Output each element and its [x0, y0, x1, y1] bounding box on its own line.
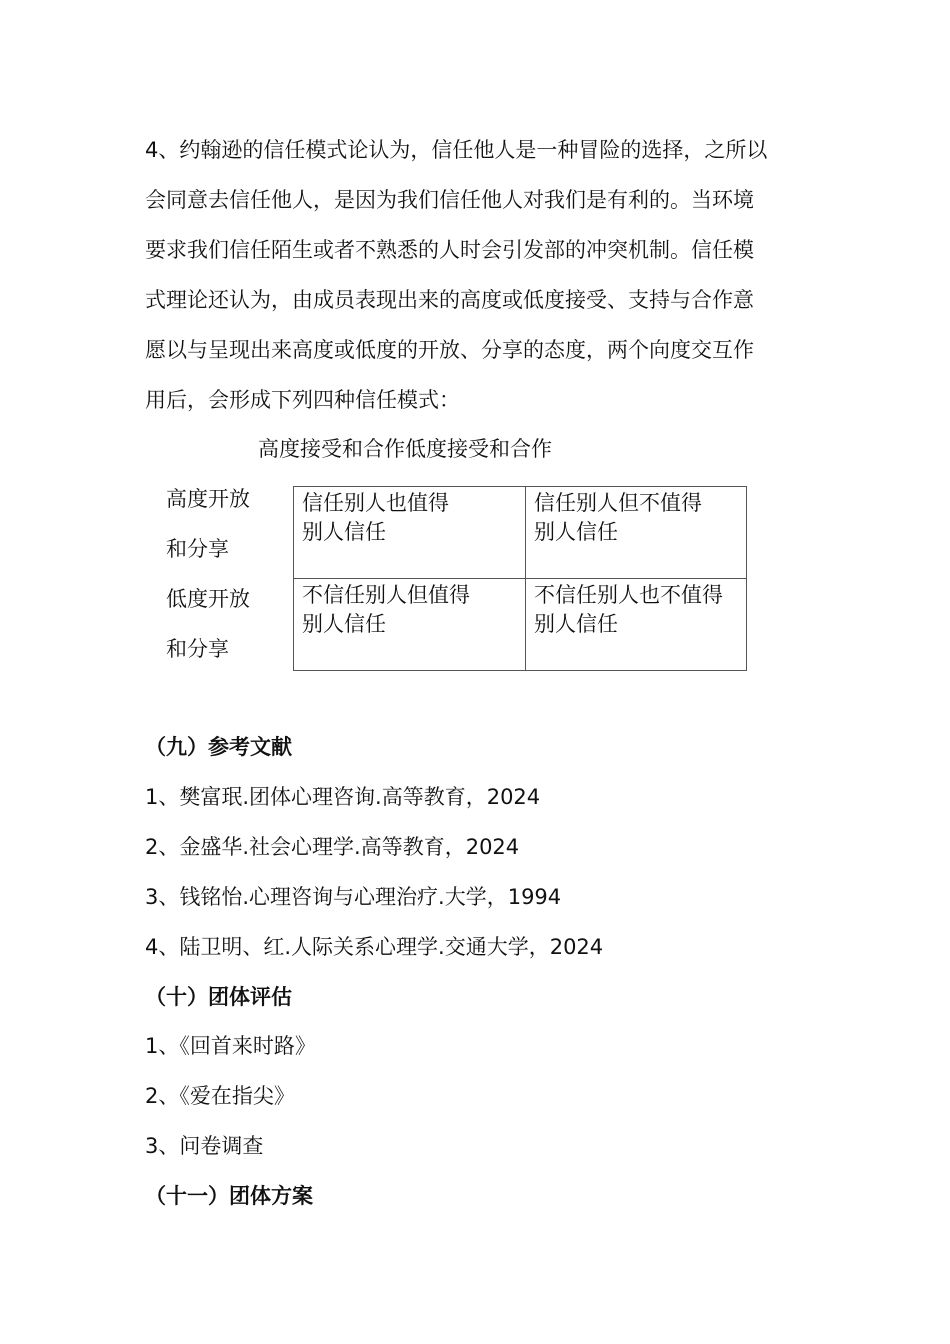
section-heading-references: （九）参考文献 [145, 735, 292, 759]
evaluation-item: 1、《回首来时路》 [145, 1034, 316, 1058]
matrix-row-label: 和分享 [166, 537, 229, 561]
matrix-column-header: 高度接受和合作低度接受和合作 [258, 437, 552, 461]
cell-text: 信任别人也值得 [302, 491, 449, 515]
matrix-row-label: 低度开放 [166, 587, 250, 611]
cell-text: 别人信任 [534, 520, 618, 544]
reference-item: 3、钱铭怡.心理咨询与心理治疗.大学，1994 [145, 885, 562, 909]
matrix-cell [294, 579, 526, 671]
paragraph-line: 要求我们信任陌生或者不熟悉的人时会引发部的冲突机制。信任模 [145, 238, 754, 262]
paragraph-line: 用后，会形成下列四种信任模式： [145, 388, 460, 412]
section-heading-plan: （十一）团体方案 [145, 1184, 313, 1208]
cell-text: 信任别人但不值得 [534, 491, 702, 515]
cell-text: 别人信任 [534, 612, 618, 636]
paragraph-line: 4、约翰逊的信任模式论认为，信任他人是一种冒险的选择，之所以 [145, 138, 768, 162]
cell-text: 别人信任 [302, 612, 386, 636]
table-row [294, 579, 747, 671]
matrix-cell [294, 487, 526, 579]
evaluation-item: 3、问卷调查 [145, 1134, 264, 1158]
evaluation-item: 2、《爱在指尖》 [145, 1084, 295, 1108]
table-row [294, 487, 747, 579]
paragraph-line: 会同意去信任他人，是因为我们信任他人对我们是有利的。当环境 [145, 188, 754, 212]
paragraph-line: 式理论还认为，由成员表现出来的高度或低度接受、支持与合作意 [145, 288, 754, 312]
reference-item: 1、樊富珉.团体心理咨询.高等教育，2024 [145, 785, 541, 809]
reference-item: 2、金盛华.社会心理学.高等教育，2024 [145, 835, 520, 859]
paragraph-line: 愿以与呈现出来高度或低度的开放、分享的态度，两个向度交互作 [145, 338, 754, 362]
trust-matrix-table [293, 486, 747, 671]
matrix-row-label: 高度开放 [166, 487, 250, 511]
cell-text: 别人信任 [302, 520, 386, 544]
cell-text: 不信任别人也不值得 [534, 583, 723, 607]
matrix-cell [526, 487, 747, 579]
matrix-row-label: 和分享 [166, 637, 229, 661]
cell-text: 不信任别人但值得 [302, 583, 470, 607]
reference-item: 4、陆卫明、红.人际关系心理学.交通大学，2024 [145, 935, 604, 959]
section-heading-evaluation: （十）团体评估 [145, 985, 292, 1009]
matrix-cell [526, 579, 747, 671]
